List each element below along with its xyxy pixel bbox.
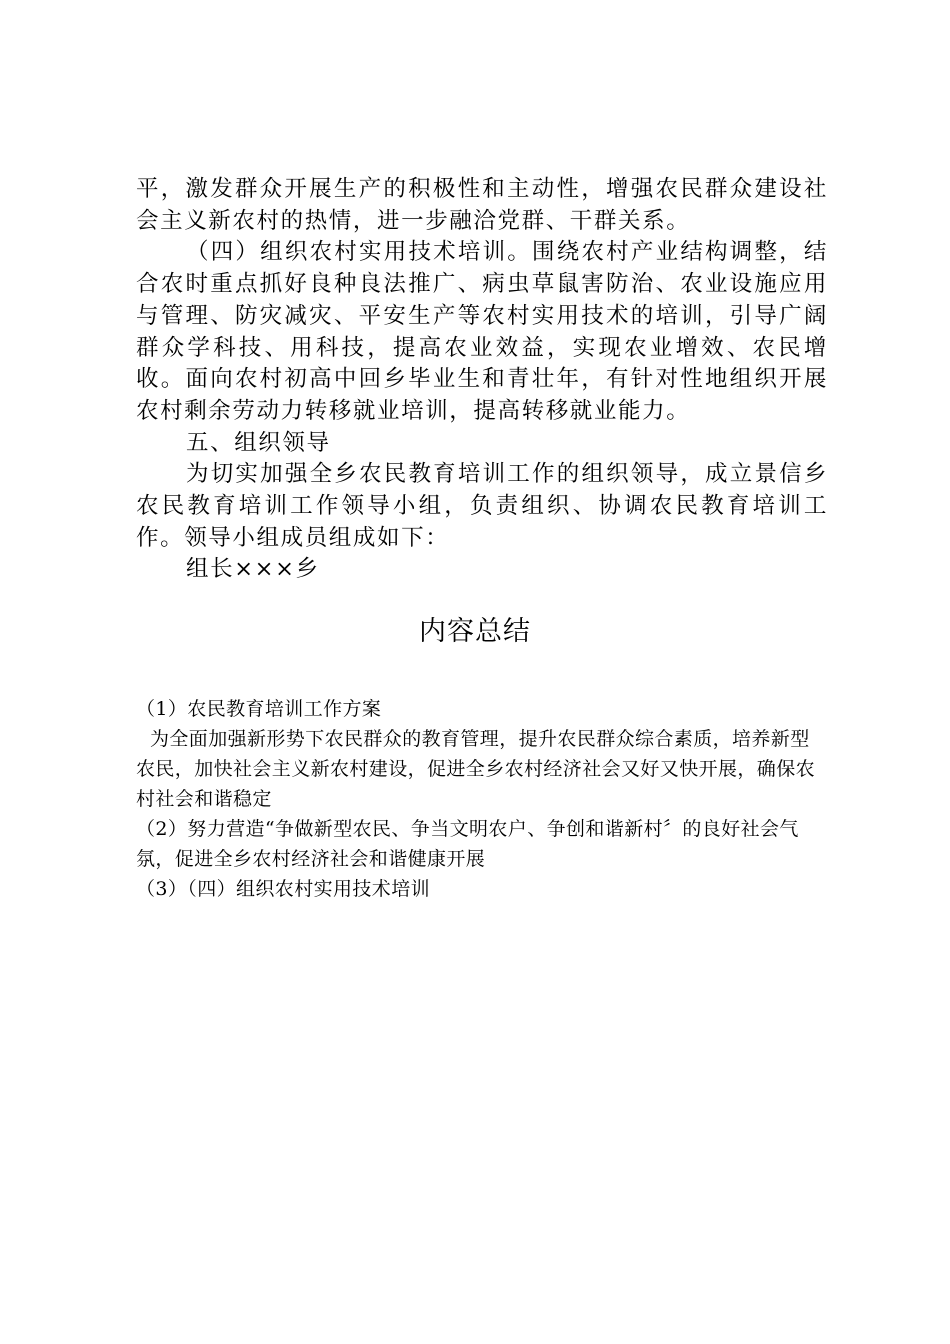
summary-list	[136, 694, 828, 904]
body-paragraph-technical-training: （四）组织农村实用技术培训。围绕农村产业结构调整，结合农时重点抓好良种良法推广、病虫草鼠害防治、农业设施应用与管理、防灾减灾、平安生产等农村实用技术的培训，引导广阔群众学科技、用科技，提高农业效益，实现农业增效、农民增收。面向农村初高中回乡毕业生和青壮年，有针对性地组织开展农村剩余劳动力转移就业培训，提高转移就业能力。	[136, 239, 828, 424]
summary-item-1: （1）农民教育培训工作方案	[136, 698, 382, 720]
summary-item-2: （2）努力营造“争做新型农民、争当文明农户、争创和谐新村〞的良好社会气氛，促进全乡农村经济社会和谐健康开展	[136, 818, 799, 870]
section-heading-organization-leadership: 五、组织领导	[186, 429, 331, 456]
summary-item-1-detail: 为全面加强新形势下农民群众的教育管理，提升农民群众综合素质，培养新型农民，加快社会主义新农村建设，促进全乡农村经济社会又好又快开展，确保农村社会和谐稳定	[136, 728, 816, 810]
body-paragraph-leadership-group: 为切实加强全乡农民教育培训工作的组织领导，成立景信乡农民教育培训工作领导小组，负责组织、协调农民教育培训工作。领导小组成员组成如下：	[136, 461, 828, 551]
body-text	[136, 174, 828, 586]
summary-item-3: （3）（四）组织农村实用技术培训	[136, 878, 430, 900]
body-paragraph-group-leader: 组长×××乡	[186, 556, 320, 583]
body-paragraph-continuation: 平，激发群众开展生产的积极性和主动性，增强农民群众建设社会主义新农村的热情，进一步融洽党群、干群关系。	[136, 176, 828, 234]
summary-title: 内容总结	[419, 616, 531, 647]
